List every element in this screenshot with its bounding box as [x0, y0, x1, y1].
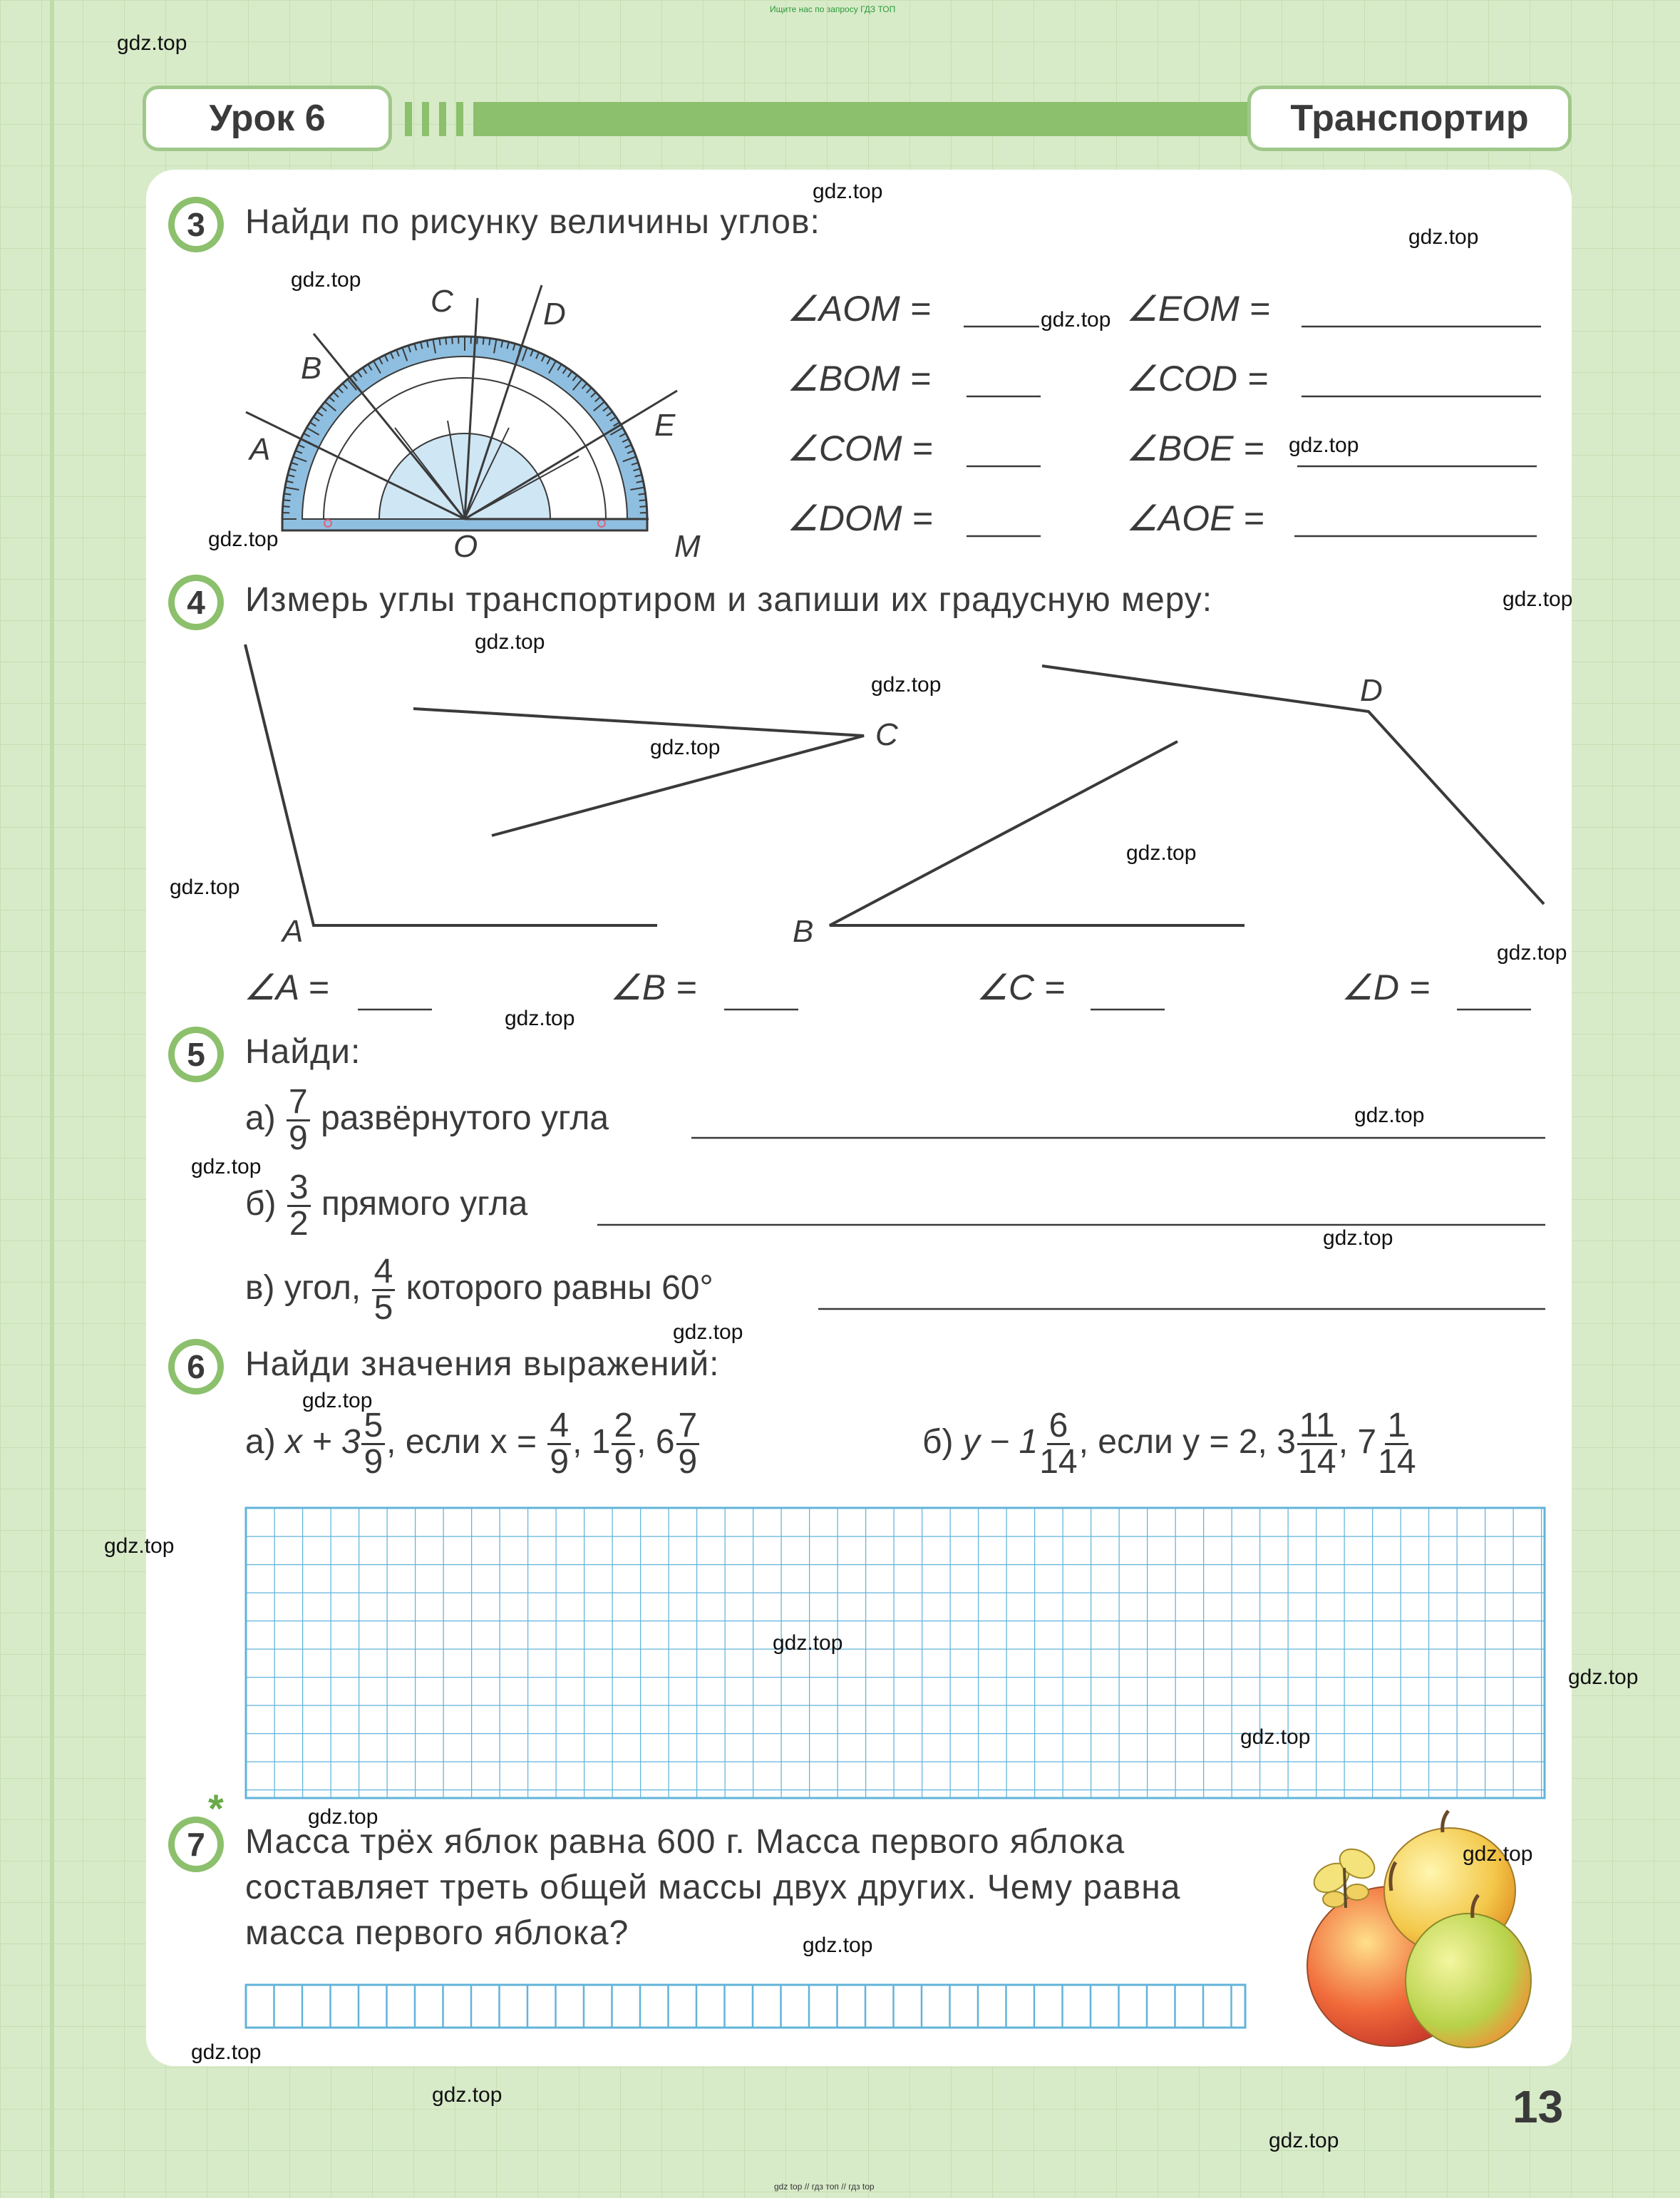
protractor-tick: [452, 337, 453, 344]
watermark: gdz.top: [505, 1007, 575, 1030]
watermark: gdz.top: [1503, 587, 1573, 611]
angle-BOE: ∠BOE =: [1126, 428, 1264, 468]
protractor-tick: [489, 338, 490, 345]
task7-line2: составляет треть общей массы двух других. Чему равна: [245, 1869, 1181, 1906]
label-D4: D: [1360, 673, 1383, 708]
label-O: O: [453, 529, 478, 564]
angle-EOM: ∠EOM =: [1126, 289, 1270, 329]
watermark: gdz.top: [1497, 941, 1567, 965]
task7-line1: Масса трёх яблок равна 600 г. Масса первого яблока: [245, 1823, 1125, 1861]
task3-number: 3: [168, 197, 224, 252]
angle-AOM: ∠AOM =: [787, 289, 931, 329]
angle-AOE: ∠AOE =: [1126, 498, 1264, 538]
label-A4: A: [282, 914, 304, 949]
watermark: gdz.top: [191, 2040, 262, 2064]
watermark: gdz.top: [191, 1155, 262, 1178]
answer-A: ∠A =: [244, 967, 329, 1007]
lesson-label: Урок 6: [143, 86, 392, 151]
task7-number: 7: [168, 1817, 224, 1872]
angle-BOM: ∠BOM =: [787, 359, 931, 399]
watermark: gdz.top: [291, 268, 361, 292]
watermark: gdz.top: [1240, 1725, 1311, 1749]
task5-c: в) угол, $\frac{4}{5}$ которого равны 60°: [245, 1253, 713, 1327]
protractor-tick: [284, 493, 291, 494]
watermark: gdz.top: [650, 736, 721, 759]
task5-a: а) $\frac{7}{9}$ развёрнутого угла: [245, 1083, 609, 1157]
label-C4: C: [875, 717, 898, 752]
top-note: Ищите нас по запросу ГДЗ ТОП: [770, 4, 896, 14]
task6-b: б) y − 1 $\frac{6}{14}$ , если y = 2, 3 $\frac{11}{14}$ , 7 $\frac{1}{14}$: [922, 1407, 1416, 1481]
task4-text: Измерь углы транспортиром и запиши их градусную меру:: [245, 581, 1213, 619]
watermark: gdz.top: [1568, 1665, 1639, 1689]
task5-b: б) $\frac{3}{2}$ прямого угла: [245, 1169, 528, 1243]
watermark: gdz.top: [475, 630, 545, 654]
watermark: gdz.top: [1463, 1842, 1533, 1866]
watermark: gdz.top: [1126, 841, 1197, 865]
label-B: B: [301, 351, 322, 386]
label-D: D: [543, 297, 566, 332]
answer-B: ∠B =: [610, 967, 697, 1007]
topic-label: Транспортир: [1247, 86, 1572, 151]
angle-COD: ∠COD =: [1126, 359, 1269, 399]
bottom-note: gdz top // гдз топ // гдз top: [774, 2182, 875, 2192]
watermark: gdz.top: [673, 1320, 743, 1344]
angle-COM: ∠COM =: [787, 428, 933, 468]
task5-number: 5: [168, 1027, 224, 1082]
task4-number: 4: [168, 575, 224, 630]
label-C: C: [431, 284, 453, 319]
watermark: gdz.top: [871, 673, 942, 697]
protractor-tick: [439, 338, 440, 345]
label-B4: B: [793, 914, 814, 949]
watermark: gdz.top: [1269, 2129, 1339, 2152]
watermark: gdz.top: [773, 1631, 843, 1655]
watermark: gdz.top: [1289, 433, 1359, 457]
protractor-tick: [283, 506, 290, 507]
protractor-tick: [483, 337, 484, 344]
protractor-tick: [639, 493, 646, 494]
star-icon: *: [208, 1786, 224, 1831]
angle-DOM: ∠DOM =: [787, 498, 933, 538]
watermark: gdz.top: [803, 1933, 873, 1957]
watermark: gdz.top: [813, 180, 883, 203]
watermark: gdz.top: [208, 528, 279, 551]
protractor-tick: [445, 337, 446, 344]
task6-text: Найди значения выражений:: [245, 1345, 720, 1383]
label-A: A: [249, 432, 271, 467]
watermark: gdz.top: [302, 1389, 373, 1412]
watermark: gdz.top: [170, 875, 240, 899]
protractor-tick: [477, 337, 478, 344]
watermark: gdz.top: [1408, 225, 1479, 249]
page-number: 13: [1512, 2081, 1564, 2132]
task6-a: а) x + 3 $\frac{5}{9}$ , если x = $\frac{4}{9}$ , 1 $\frac{2}{9}$ , 6 $\frac{7}{9}$: [245, 1409, 701, 1479]
task5-text: Найди:: [245, 1033, 361, 1071]
task3-text: Найди по рисунку величины углов:: [245, 203, 820, 241]
watermark: gdz.top: [1354, 1104, 1425, 1127]
task7-line3: масса первого яблока?: [245, 1914, 629, 1952]
watermark: gdz.top: [308, 1805, 378, 1829]
label-M: M: [674, 529, 701, 564]
watermark: gdz.top: [1041, 308, 1111, 332]
answer-C: ∠C =: [976, 967, 1066, 1007]
watermark: gdz.top: [432, 2083, 503, 2107]
answer-D: ∠D =: [1341, 967, 1431, 1007]
protractor-tick: [639, 506, 646, 507]
label-E: E: [654, 408, 676, 443]
watermark: gdz.top: [117, 31, 187, 55]
task6-answer-grid: [246, 1508, 1545, 1798]
task6-number: 6: [168, 1339, 224, 1395]
watermark: gdz.top: [1323, 1226, 1393, 1250]
watermark: gdz.top: [104, 1534, 175, 1558]
